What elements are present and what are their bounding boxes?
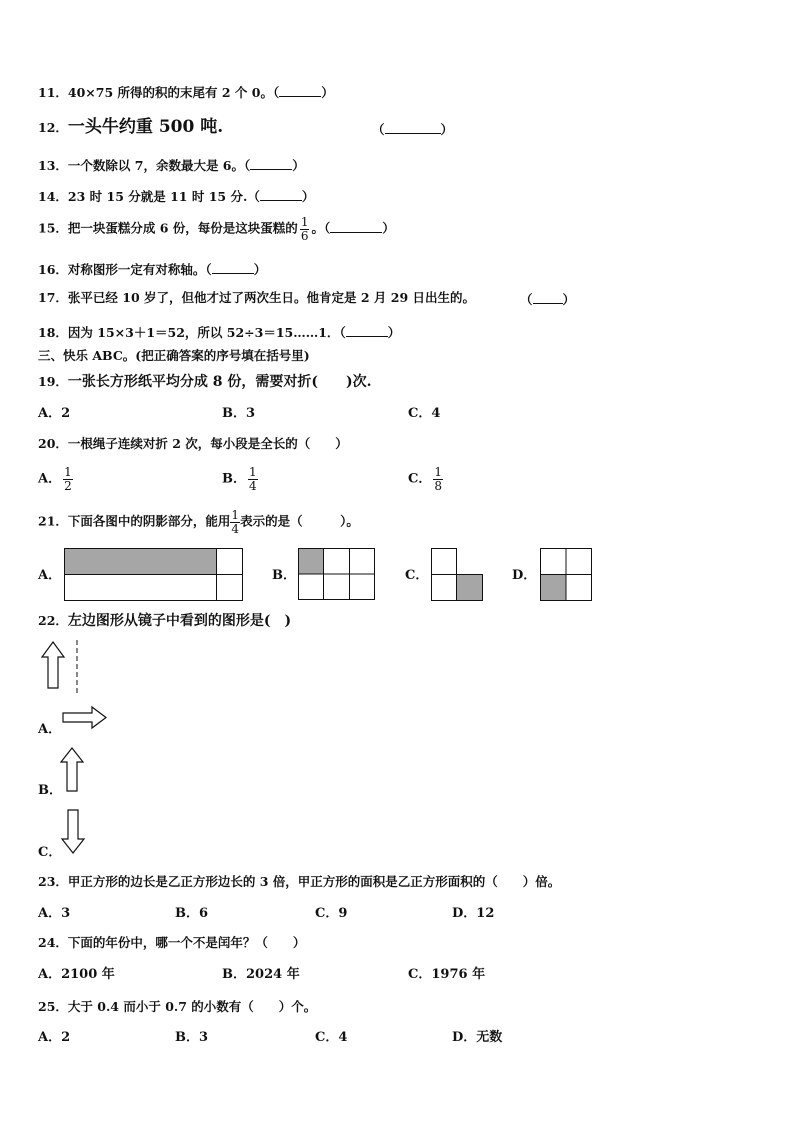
option-b[interactable]: B．: [38, 783, 62, 798]
option-c[interactable]: C． $\frac{1}{8}$: [408, 465, 442, 493]
answer-blank[interactable]: [330, 221, 382, 233]
question-number: 11．: [38, 85, 68, 100]
answer-blank[interactable]: [533, 292, 563, 304]
question-number: 23．: [38, 874, 68, 889]
question-17-answer: （ ）: [520, 292, 576, 307]
option-b[interactable]: B．: [272, 568, 296, 583]
section-heading: 三、快乐 ABC。(把正确答案的序号填在括号里): [38, 348, 310, 363]
question-number: 13．: [38, 158, 68, 173]
question-15: 15．把一块蛋糕分成 6 份，每份是这块蛋糕的 $\frac{1}{6}$ 。（ ）: [38, 215, 395, 243]
question-text: 一根绳子连续对折 2 次，每小段是全长的（ ）: [67, 436, 348, 451]
fraction: $\frac{1}{8}$: [434, 465, 442, 493]
question-text: 张平已经 10 岁了，但他才过了两次生日。他肯定是 2 月 29 日出生的。: [67, 290, 476, 305]
figure-c: [431, 548, 483, 602]
figure-a: [64, 548, 244, 602]
figure-b: [298, 548, 376, 601]
question-23: [38, 876, 560, 889]
question-18: 18．因为 15×3＋1＝52，所以 52÷3＝15……1．（ ）: [38, 325, 401, 340]
option-b[interactable]: B．6: [175, 906, 209, 921]
question-24: [38, 937, 305, 950]
question-text: 甲正方形的边长是乙正方形边长的 3 倍，甲正方形的面积是乙正方形面积的（ ）倍。: [67, 874, 561, 889]
option-b[interactable]: B．3: [222, 406, 256, 421]
question-text: 下面各图中的阴影部分，能用: [67, 513, 231, 529]
option-c[interactable]: C．4: [315, 1030, 348, 1045]
option-a[interactable]: A．: [38, 722, 62, 737]
option-b[interactable]: B．2024 年: [222, 967, 300, 982]
option-c[interactable]: C．: [38, 845, 62, 860]
question-13: 13．一个数除以 7，余数最大是 6。（ ）: [38, 158, 305, 173]
question-number: 22．: [38, 613, 68, 628]
answer-blank[interactable]: [212, 262, 254, 274]
question-text: 左边图形从镜子中看到的图形是( ): [67, 613, 292, 629]
question-text: 23 时 15 分就是 11 时 15 分.: [67, 189, 248, 204]
fraction: $\frac{1}{2}$: [64, 465, 72, 493]
figure-d: [540, 548, 593, 602]
question-text: 把一块蛋糕分成 6 份，每份是这块蛋糕的: [67, 220, 298, 236]
question-number: 24．: [38, 935, 68, 950]
question-number: 12．: [38, 120, 68, 135]
answer-blank[interactable]: [385, 122, 441, 134]
fraction: $\frac{1}{4}$: [231, 508, 240, 536]
question-text: 一头牛约重 500 吨.: [67, 117, 224, 137]
option-d[interactable]: D．无数: [452, 1030, 503, 1045]
option-a[interactable]: A． $\frac{1}{2}$: [38, 465, 72, 493]
answer-blank[interactable]: [250, 158, 292, 170]
option-b[interactable]: B． $\frac{1}{4}$: [222, 465, 257, 493]
question-number: 20．: [38, 436, 68, 451]
question-text: 对称图形一定有对称轴。: [67, 262, 206, 277]
option-c[interactable]: C．: [405, 568, 429, 583]
option-c[interactable]: C．9: [315, 906, 348, 921]
question-21: 21．下面各图中的阴影部分，能用 $\frac{1}{4}$ 表示的是（ ）。: [38, 508, 359, 536]
answer-blank[interactable]: [260, 189, 302, 201]
question-text: 40×75 所得的积的末尾有 2 个 0。: [67, 85, 273, 100]
question-12-answer: （ ）: [372, 122, 454, 137]
option-d[interactable]: D．12: [452, 906, 495, 921]
question-number: 19．: [38, 374, 68, 389]
option-c[interactable]: C．4: [408, 406, 441, 421]
question-14: 14．23 时 15 分就是 11 时 15 分.（ ）: [38, 189, 315, 204]
down-arrow-icon: [61, 809, 87, 855]
option-c[interactable]: C．1976 年: [408, 967, 486, 982]
question-text: 因为 15×3＋1＝52，所以 52÷3＝15……1．: [67, 325, 340, 340]
question-number: 16．: [38, 262, 68, 277]
question-19: [38, 375, 372, 389]
question-number: 14．: [38, 189, 68, 204]
question-text: 大于 0.4 而小于 0.7 的小数有（ ）个。: [67, 999, 317, 1014]
question-text: 一张长方形纸平均分成 8 份，需要对折( )次.: [67, 374, 372, 390]
fraction: $\frac{1}{4}$: [249, 465, 257, 493]
question-11: 11．40×75 所得的积的末尾有 2 个 0。（ ）: [38, 85, 334, 100]
question-number: 15．: [38, 220, 68, 236]
right-arrow-icon: [62, 706, 108, 730]
question-number: 17．: [38, 290, 68, 305]
option-b[interactable]: B．3: [175, 1030, 209, 1045]
question-12: [38, 119, 223, 136]
option-a[interactable]: A．: [38, 568, 62, 583]
question-16: 16．对称图形一定有对称轴。（ ）: [38, 262, 267, 277]
question-number: 18．: [38, 325, 68, 340]
option-a[interactable]: A．2: [38, 406, 71, 421]
question-22: [38, 614, 291, 628]
question-20: [38, 438, 348, 451]
question-17: [38, 292, 475, 305]
fraction: $\frac{1}{6}$: [300, 215, 309, 243]
question-number: 21．: [38, 513, 68, 529]
question-25: [38, 1001, 316, 1014]
option-a[interactable]: A．3: [38, 906, 71, 921]
question-text: 一个数除以 7，余数最大是 6。: [67, 158, 245, 173]
option-a[interactable]: A．2: [38, 1030, 71, 1045]
option-a[interactable]: A．2100 年: [38, 967, 115, 982]
question-number: 25．: [38, 999, 68, 1014]
up-arrow-icon: [40, 640, 90, 696]
answer-blank[interactable]: [346, 325, 388, 337]
option-d[interactable]: D．: [512, 568, 537, 583]
up-arrow-icon: [60, 747, 86, 793]
answer-blank[interactable]: [279, 85, 321, 97]
question-text: 下面的年份中，哪一个不是闰年？（ ）: [67, 935, 306, 950]
